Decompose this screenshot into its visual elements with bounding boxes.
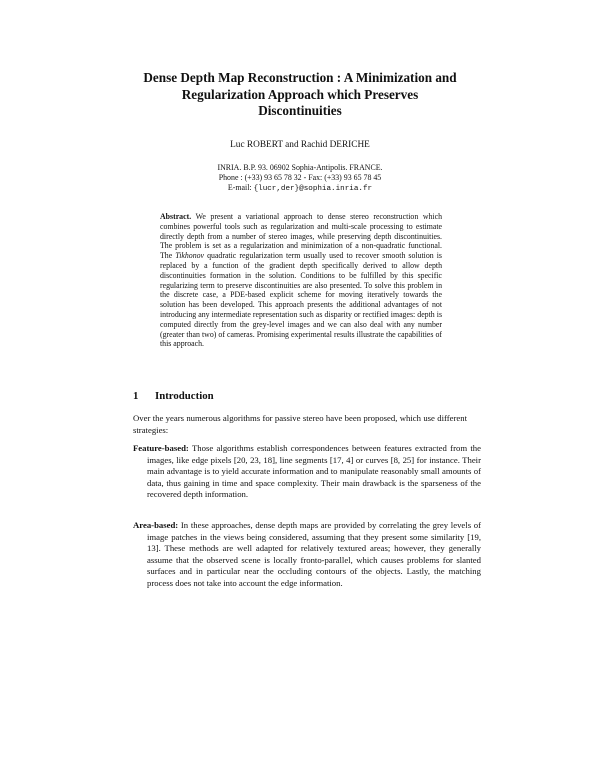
abstract-text-part-1: We present a variational approach to dense stereo reconstruction which combines powerful tools such as regularization and multi-scale processing to estimate directly depth from a number of stereo images, while preserving depth discontinuities. The problem is set as a regularization and minimization of a non-quadratic functional. The <box>160 212 442 261</box>
author-list: Luc ROBERT and Rachid DERICHE <box>230 140 370 150</box>
affiliation-email <box>150 183 450 194</box>
email-address: {lucr,der}@sophia.inria.fr <box>253 185 373 194</box>
section-title: Introduction <box>155 390 214 402</box>
title-line-2: Regularization Approach which Preserves <box>181 86 419 102</box>
affiliation-address: INRIA. B.P. 93. 06902 Sophia-Antipolis. FRANCE. <box>217 163 383 172</box>
paper-title <box>110 70 490 120</box>
area-based-term: Area-based: <box>133 520 179 530</box>
feature-based-text: Those algorithms establish correspondences between features extracted from the images, like edge pixels [20, 23, 18], line segments [17, 4] or curves [8, 25] for instance. Their main advantage is to yield accurate information and to manipulate reasonably small amounts of data, thus gaining in time and space complexity. Their main drawback is the sparseness of the recovered depth information. <box>147 443 482 499</box>
intro-paragraph: Over the years numerous algorithms for passive stereo have been proposed, which use different strategies: <box>133 413 467 435</box>
abstract-label: Abstract. <box>160 212 192 221</box>
affiliation-phone: Phone : (+33) 93 65 78 32 - Fax: (+33) 93 65 78 45 <box>218 173 382 183</box>
affiliation-block <box>150 163 450 195</box>
section-number: 1 <box>133 390 139 402</box>
email-label: E-mail: <box>227 183 252 193</box>
area-based-text: In these approaches, dense depth maps are provided by correlating the grey levels of image patches in the views being considered, assuming that they present some similarity [19, 13]. These methods are well adapted for relatively textured areas; however, they generally assume that the observed scene is locally fronto-parallel, which causes problems for slanted surfaces and in particular near the occluding contours of the objects. Lastly, the matching process does not take into account the edge information. <box>147 520 482 588</box>
title-line-1: Dense Depth Map Reconstruction : A Minimization and <box>143 70 457 85</box>
abstract <box>160 212 442 349</box>
title-line-3: Discontinuities <box>258 103 342 118</box>
abstract-text-part-2: quadratic regularization term usually used to recover smooth solution is replaced by a function of the gradient depth specifically derived to allow depth discontinuities formation in the solution. Conditions to be fulfilled by this specific regularizing term to preserve discontinuities are also presented. To solve this problem in the discrete case, a PDE-based explicit scheme for moving iteratively towards the solution has been developed. This approach presents the additional advantages of not introducing any intermediate representation such as disparity or rectified images: depth is computed directly from the grey-level images and we can also deal with any number (greater than two) of cameras. Promising experimental results illustrate the capabilities of this approach. <box>160 251 442 349</box>
feature-based-term: Feature-based: <box>133 443 189 453</box>
feature-based-paragraph <box>133 443 481 501</box>
abstract-tikhonov-term: Tikhonov <box>175 251 205 261</box>
section-heading-introduction <box>133 390 214 402</box>
area-based-paragraph <box>133 520 481 589</box>
